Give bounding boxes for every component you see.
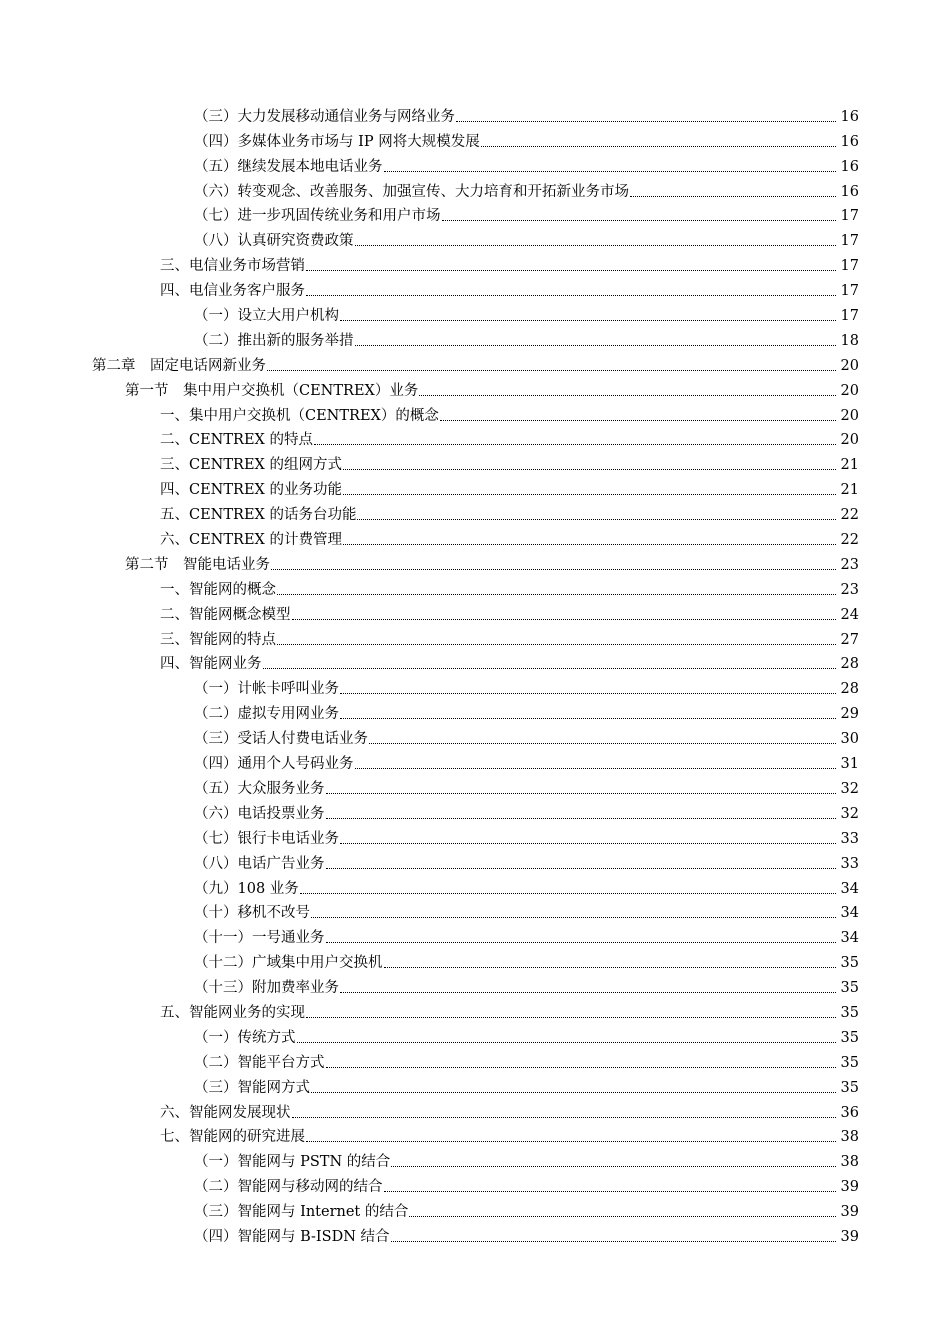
toc-entry-page-number: 17: [840, 233, 859, 250]
toc-entry[interactable]: [0, 101, 950, 126]
toc-entry-page-number: 34: [840, 930, 859, 947]
toc-entry-page-number: 32: [840, 780, 859, 797]
toc-entry[interactable]: [0, 325, 950, 350]
toc-entry[interactable]: [0, 574, 950, 599]
toc-entry-page-number: 28: [840, 681, 859, 698]
toc-entry-title: 五、CENTREX 的话务台功能: [160, 507, 357, 524]
toc-dot-leader: [306, 295, 836, 296]
toc-dot-leader: [314, 444, 836, 445]
toc-entry-title: （九）108 业务: [194, 880, 299, 897]
toc-dot-leader: [357, 519, 836, 520]
toc-entry-title: （一）传统方式: [194, 1029, 296, 1046]
toc-entry-title: （十）移机不改号: [194, 905, 310, 922]
toc-dot-leader: [391, 1241, 836, 1242]
toc-entry[interactable]: [0, 599, 950, 624]
toc-entry-page-number: 33: [840, 830, 859, 847]
toc-entry[interactable]: [0, 1122, 950, 1147]
toc-dot-leader: [297, 1042, 837, 1043]
toc-dot-leader: [263, 668, 837, 669]
toc-dot-leader: [311, 1092, 836, 1093]
toc-dot-leader: [409, 1216, 836, 1217]
toc-entry-title: 五、智能网业务的实现: [160, 1004, 305, 1021]
toc-entry-title: （十二）广域集中用户交换机: [194, 955, 383, 972]
toc-entry-page-number: 32: [840, 805, 859, 822]
toc-dot-leader: [355, 345, 837, 346]
toc-entry-page-number: 39: [840, 1179, 859, 1196]
toc-entry-page-number: 35: [840, 1054, 859, 1071]
toc-entry-title: 四、电信业务客户服务: [160, 283, 305, 300]
toc-entry-page-number: 35: [840, 980, 859, 997]
toc-entry-title: （三）智能网方式: [194, 1079, 310, 1096]
toc-entry-title: （一）智能网与 PSTN 的结合: [194, 1154, 391, 1171]
toc-entry[interactable]: [0, 1146, 950, 1171]
toc-entry-title: （六）转变观念、改善服务、加强宣传、大力培育和开拓新业务市场: [194, 183, 629, 200]
toc-entry-page-number: 20: [840, 432, 859, 449]
toc-entry-title: （八）认真研究资费政策: [194, 233, 354, 250]
toc-entry[interactable]: [0, 375, 950, 400]
toc-entry-page-number: 34: [840, 905, 859, 922]
toc-dot-leader: [456, 121, 836, 122]
toc-dot-leader: [300, 893, 836, 894]
toc-entry[interactable]: [0, 1097, 950, 1122]
toc-entry-page-number: 29: [840, 706, 859, 723]
toc-entry[interactable]: [0, 922, 950, 947]
toc-dot-leader: [355, 245, 837, 246]
toc-entry[interactable]: [0, 201, 950, 226]
toc-entry-page-number: 39: [840, 1228, 859, 1245]
toc-entry-page-number: 33: [840, 855, 859, 872]
toc-entry[interactable]: [0, 823, 950, 848]
toc-entry-title: （三）受话人付费电话业务: [194, 731, 368, 748]
toc-entry-title: （五）继续发展本地电话业务: [194, 158, 383, 175]
toc-entry-page-number: 20: [840, 382, 859, 399]
toc-entry[interactable]: [0, 947, 950, 972]
toc-entry[interactable]: [0, 723, 950, 748]
toc-entry[interactable]: [0, 176, 950, 201]
toc-entry-title: 第一节 集中用户交换机（CENTREX）业务: [125, 382, 419, 399]
toc-entry-title: 四、CENTREX 的业务功能: [160, 482, 342, 499]
toc-dot-leader: [326, 793, 837, 794]
toc-entry-page-number: 16: [840, 183, 859, 200]
toc-entry[interactable]: [0, 350, 950, 375]
toc-entry-page-number: 23: [840, 556, 859, 573]
toc-entry-page-number: 27: [840, 631, 859, 648]
toc-entry-page-number: 35: [840, 955, 859, 972]
toc-dot-leader: [340, 718, 836, 719]
toc-dot-leader: [292, 619, 837, 620]
toc-entry-page-number: 36: [840, 1104, 859, 1121]
toc-dot-leader: [391, 1166, 836, 1167]
toc-entry-page-number: 21: [840, 457, 859, 474]
toc-dot-leader: [326, 868, 837, 869]
toc-entry-page-number: 22: [840, 532, 859, 549]
toc-entry[interactable]: [0, 848, 950, 873]
toc-entry-title: （六）电话投票业务: [194, 805, 325, 822]
toc-entry-page-number: 17: [840, 283, 859, 300]
toc-entry[interactable]: [0, 225, 950, 250]
toc-entry-title: 六、智能网发展现状: [160, 1104, 291, 1121]
toc-dot-leader: [384, 1191, 837, 1192]
toc-entry[interactable]: [0, 474, 950, 499]
toc-entry-page-number: 35: [840, 1029, 859, 1046]
toc-dot-leader: [340, 843, 836, 844]
toc-dot-leader: [630, 196, 836, 197]
toc-entry-page-number: 20: [840, 407, 859, 424]
toc-entry[interactable]: [0, 425, 950, 450]
toc-dot-leader: [306, 1141, 836, 1142]
toc-entry-page-number: 17: [840, 208, 859, 225]
toc-entry-title: （二）推出新的服务举措: [194, 332, 354, 349]
toc-entry[interactable]: [0, 997, 950, 1022]
toc-entry-page-number: 31: [840, 756, 859, 773]
toc-entry-page-number: 35: [840, 1079, 859, 1096]
toc-entry-title: （四）通用个人号码业务: [194, 756, 354, 773]
toc-entry-title: （一）设立大用户机构: [194, 308, 339, 325]
toc-entry[interactable]: [0, 624, 950, 649]
toc-entry-title: 第二节 智能电话业务: [125, 556, 270, 573]
toc-entry-page-number: 16: [840, 158, 859, 175]
toc-entry-title: （二）虚拟专用网业务: [194, 706, 339, 723]
toc-entry-page-number: 20: [840, 357, 859, 374]
toc-entry-title: 七、智能网的研究进展: [160, 1129, 305, 1146]
toc-dot-leader: [326, 1067, 837, 1068]
toc-entry-page-number: 21: [840, 482, 859, 499]
toc-entry-title: （四）多媒体业务市场与 IP 网将大规模发展: [194, 133, 480, 150]
toc-entry-title: 一、集中用户交换机（CENTREX）的概念: [160, 407, 439, 424]
toc-entry-page-number: 16: [840, 133, 859, 150]
toc-entry[interactable]: [0, 1047, 950, 1072]
toc-entry-page-number: 18: [840, 332, 859, 349]
toc-entry-title: 二、CENTREX 的特点: [160, 432, 313, 449]
toc-dot-leader: [340, 320, 836, 321]
toc-dot-leader: [369, 743, 836, 744]
toc-entry[interactable]: [0, 1022, 950, 1047]
toc-entry-title: 第二章 固定电话网新业务: [92, 357, 266, 374]
toc-entry[interactable]: [0, 798, 950, 823]
toc-dot-leader: [343, 494, 836, 495]
toc-entry-title: （四）智能网与 B-ISDN 结合: [194, 1228, 390, 1245]
toc-entry-page-number: 24: [840, 606, 859, 623]
toc-entry[interactable]: [0, 151, 950, 176]
toc-entry-title: 一、智能网的概念: [160, 581, 276, 598]
toc-entry[interactable]: [0, 1196, 950, 1221]
toc-entry-title: （二）智能网与移动网的结合: [194, 1179, 383, 1196]
toc-entry[interactable]: [0, 1171, 950, 1196]
toc-dot-leader: [277, 644, 836, 645]
toc-entry-page-number: 17: [840, 258, 859, 275]
toc-dot-leader: [306, 270, 836, 271]
toc-dot-leader: [440, 420, 836, 421]
toc-dot-leader: [326, 942, 837, 943]
toc-entry-page-number: 22: [840, 507, 859, 524]
toc-entry-page-number: 38: [840, 1129, 859, 1146]
toc-dot-leader: [340, 693, 836, 694]
toc-entry[interactable]: [0, 250, 950, 275]
toc-entry[interactable]: [0, 773, 950, 798]
toc-entry-title: （十一）一号通业务: [194, 930, 325, 947]
toc-entry-title: 三、电信业务市场营销: [160, 258, 305, 275]
toc-dot-leader: [292, 1117, 837, 1118]
toc-dot-leader: [271, 569, 836, 570]
toc-entry-title: （七）进一步巩固传统业务和用户市场: [194, 208, 441, 225]
toc-entry-page-number: 38: [840, 1154, 859, 1171]
toc-entry[interactable]: [0, 972, 950, 997]
toc-dot-leader: [343, 469, 836, 470]
toc-entry[interactable]: [0, 275, 950, 300]
toc-entry-page-number: 39: [840, 1204, 859, 1221]
toc-dot-leader: [326, 818, 837, 819]
toc-entry-page-number: 16: [840, 108, 859, 125]
toc-entry[interactable]: [0, 499, 950, 524]
toc-entry[interactable]: [0, 549, 950, 574]
toc-entry[interactable]: [0, 400, 950, 425]
toc-dot-leader: [481, 146, 836, 147]
toc-entry-title: （一）计帐卡呼叫业务: [194, 681, 339, 698]
toc-entry-title: （二）智能平台方式: [194, 1054, 325, 1071]
toc-entry-page-number: 34: [840, 880, 859, 897]
toc-entry[interactable]: [0, 898, 950, 923]
toc-entry[interactable]: [0, 698, 950, 723]
toc-entry-title: （三）大力发展移动通信业务与网络业务: [194, 108, 455, 125]
toc-entry-title: （五）大众服务业务: [194, 780, 325, 797]
toc-entry-title: 三、CENTREX 的组网方式: [160, 457, 342, 474]
toc-dot-leader: [384, 967, 837, 968]
toc-entry[interactable]: [0, 300, 950, 325]
toc-entry-page-number: 23: [840, 581, 859, 598]
toc-entry-title: 二、智能网概念模型: [160, 606, 291, 623]
toc-dot-leader: [343, 544, 836, 545]
toc-dot-leader: [277, 594, 836, 595]
toc-entry[interactable]: [0, 748, 950, 773]
toc-entry-page-number: 35: [840, 1004, 859, 1021]
toc-entry-title: （十三）附加费率业务: [194, 980, 339, 997]
toc-entry[interactable]: [0, 1221, 950, 1246]
toc-entry[interactable]: [0, 649, 950, 674]
toc-entry-page-number: 30: [840, 731, 859, 748]
toc-dot-leader: [419, 395, 836, 396]
toc-entry[interactable]: [0, 449, 950, 474]
toc-dot-leader: [384, 171, 837, 172]
toc-entry-title: 六、CENTREX 的计费管理: [160, 532, 342, 549]
toc-entry[interactable]: [0, 1072, 950, 1097]
toc-dot-leader: [355, 768, 837, 769]
toc-dot-leader: [311, 917, 836, 918]
toc-entry[interactable]: [0, 873, 950, 898]
toc-entry-title: （七）银行卡电话业务: [194, 830, 339, 847]
toc-entry-title: 三、智能网的特点: [160, 631, 276, 648]
toc-dot-leader: [267, 370, 836, 371]
toc-dot-leader: [442, 220, 837, 221]
toc-dot-leader: [340, 992, 836, 993]
table-of-contents: [0, 101, 950, 1246]
toc-entry[interactable]: [0, 524, 950, 549]
toc-dot-leader: [306, 1017, 836, 1018]
toc-entry[interactable]: [0, 126, 950, 151]
toc-entry-title: 四、智能网业务: [160, 656, 262, 673]
toc-entry[interactable]: [0, 673, 950, 698]
toc-entry-title: （八）电话广告业务: [194, 855, 325, 872]
toc-entry-page-number: 17: [840, 308, 859, 325]
toc-entry-title: （三）智能网与 Internet 的结合: [194, 1204, 409, 1221]
toc-entry-page-number: 28: [840, 656, 859, 673]
